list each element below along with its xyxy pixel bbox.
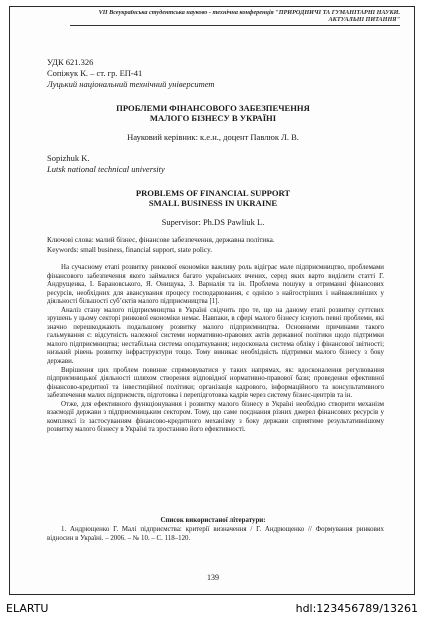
title-en-line1: PROBLEMS OF FINANCIAL SUPPORT (135, 188, 291, 198)
supervisor-en: Supervisor: Ph.DS Pawliuk L. (161, 217, 265, 227)
handle-identifier: hdl:123456789/13261 (295, 602, 418, 615)
paragraph-analysis: Аналіз стану малого підприємництва в Україні свідчить про те, що на даному етапі розвитку суттєвих зрушень у цьому секторі ринкової економіки немає. Навпаки, в сфері малого бізнесу існують певні проблеми, які значно перешкоджають подальшому розвитку малого підприємництва. Основними причинами такого гальмування є: відсутність належної системи нормативно-правових актів державної політики щодо підтримки малого підприємництва; нестабільна система оподаткування; недосконала система обліку і фінансової звітності; низький рівень розвитку інфраструктури тощо. Тому виникає необхідність підтримки малого бізнесу з боку держави. (47, 306, 384, 366)
udk-code: УДК 621.326 (47, 57, 94, 67)
conference-header-line1: VII Всеукраїнська студентська науково - технічна конференція "ПРИРОДНИЧІ ТА ГУМАНІТАРНІ НАУКИ. (98, 9, 400, 16)
document-page (9, 6, 415, 595)
authors-ua: Сопіжук К. – ст. гр. ЕП-41 (47, 68, 143, 78)
title-ua-line1: ПРОБЛЕМИ ФІНАНСОВОГО ЗАБЕЗПЕЧЕННЯ (116, 103, 310, 113)
supervisor-ua: Науковий керівник: к.е.н., доцент Павлюк Л. В. (127, 132, 299, 142)
keywords-en: Keywords: small business, financial support, state policy. (47, 246, 213, 254)
paragraph-intro: На сучасному етапі розвитку ринкової економіки важливу роль відіграє мале підприємництво, проблемами фінансового забезпечення якого займалися багато українських вчених, серед яких варто виділити статті Г. Андрущенка, І. Барановського, Я. Онищука, З. Варналія та ін. Проблема пошуку в отриманні фінансових ресурсів, необхідних для авансування процесу господарювання, є однією з найгостріших і найважливіших у діяльності більшості суб’єктів малого підприємництва [1]. (47, 264, 384, 306)
paragraph-conclusion: Отже, для ефективного функціонування і розвитку малого бізнесу в Україні необхідно створити механізм взаємодії держави з підприємницьким сектором. Тому, що саме поєднання різних джерел фінансових ресурсів у комплексі із застосуванням фінансово-кредитного механізму з боку держави сприятиме результативнішому розвитку малого бізнесу в Україні та зростанню його ефективності. (47, 400, 384, 434)
page-number: 139 (207, 573, 219, 582)
reference-item: 1. Андрющенко Г. Малі підприємства: критерії визначення / Г. Андрющенко // Формування ринкових відносин в Україні. – 2006. – № 10. – С. 118–120. (47, 526, 384, 542)
title-en (10, 188, 416, 208)
author-en: Sopizhuk K. (47, 153, 90, 163)
references-heading: Список використаної літератури: (160, 517, 266, 524)
title-ua-line2: МАЛОГО БІЗНЕСУ В УКРАЇНІ (149, 113, 277, 123)
keywords-ua: Ключові слова: малий бізнес, фінансове забезпечення, державна політика. (47, 236, 275, 244)
repository-name: ELARTU (6, 602, 49, 615)
title-ua (10, 103, 416, 123)
conference-header (70, 9, 400, 26)
university-en: Lutsk national technical university (47, 164, 165, 174)
title-en-line2: SMALL BUSINESS IN UKRAINE (148, 198, 278, 208)
repository-footer (0, 596, 424, 620)
university-ua: Луцький національний технічний університет (47, 79, 215, 89)
article-body (47, 264, 384, 435)
conference-header-line2: АКТУАЛЬНІ ПИТАННЯ" (328, 16, 400, 24)
paragraph-solutions: Вирішення цих проблем повинне спрямовуватися у таких напрямах, як: вдосконалення регулювання підприємницької діяльності шляхом створення відповідної нормативно-правової бази; проведення ефективної фінансово-кредитної та інвестиційної політики; організація кадрового, інформаційного та консультативного забезпечення малих підприємств, підготовка і перепідготовка кадрів через систему бізнес-центрів та ін. (47, 366, 384, 400)
